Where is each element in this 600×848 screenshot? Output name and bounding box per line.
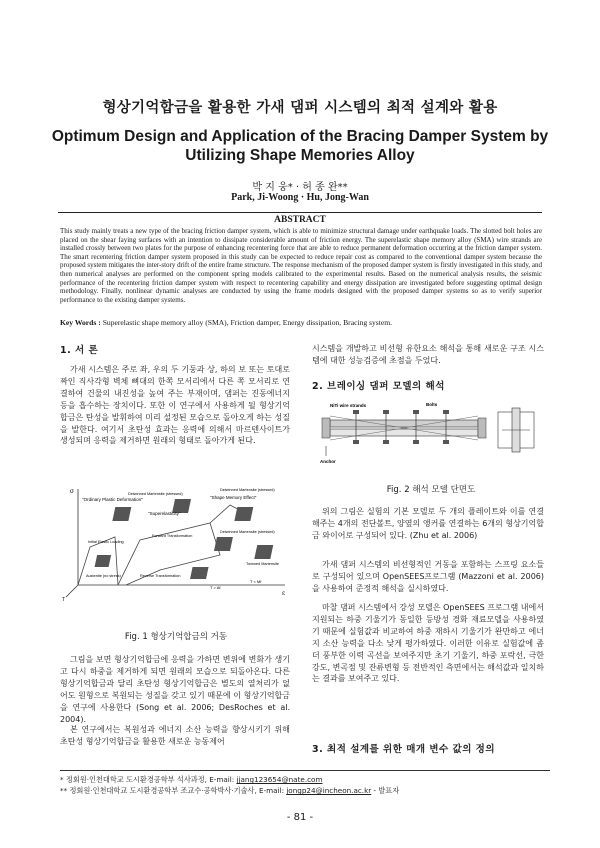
abstract-heading: ABSTRACT — [58, 212, 542, 225]
authors-korean: 박 지 웅* · 허 종 완** — [252, 182, 348, 193]
section-3-heading: 3. 최적 설계를 위한 매개 변수 값의 정의 — [312, 744, 496, 755]
footnote-1-text: * 정회원·인천대학교 도시환경공학부 석사과정, E-mail: — [60, 775, 235, 784]
section-2-heading: 2. 브레이싱 댐퍼 모델의 해석 — [312, 381, 445, 392]
fig2-anchor-label: Anchor — [320, 459, 336, 464]
fig1-stress-axis-label: σ — [70, 488, 75, 495]
abstract-text: This study mainly treats a new type of the bracing friction damper system, which is able to minimize structural damage under earthquake loads. The slotted bolt holes are placed on the shear faying surfaces with an intention to dissipate considerable amount of friction energy. The superelastic shape memory alloy (SMA) wire strands are installed crossly between two plates for the purpose of enhancing recentering force that are able to reduce permanent deformation occurring at the friction damper system. The smart recentering friction damper system proposed in this study can be expected to reduce repair cost as compared to the conventional damper system because the proposed system mitigates the inter-story drift of the entire frame structure. The response mechanism of the proposed damper system is firstly investigated in this study, and then numerical analyses are performed on the component spring models calibrated to the experimental results. Based on the numerical analysis results, the seismic performance of the recentering friction damper system with respect to recentering capability and energy dissipation are investigated before suggesting optimal design methodology. Finally, nonlinear dynamic analyses are conducted by using the frame models designed with the proposed damper systems so as to verify superior performance to the existing damper systems. — [60, 227, 542, 304]
fig1-reverse-label: Reverse Transformation — [140, 574, 181, 578]
section-1-heading: 1. 서 론 — [60, 345, 99, 356]
title-english: Optimum Design and Application of the Bracing Damper System by Utilizing Shape Memories Alloy — [51, 128, 549, 164]
footnote-2-email[interactable]: jongp24@incheon.ac.kr — [286, 786, 372, 795]
fig1-detwinned-label-1: Detwinned Martensite (stressed) — [128, 492, 183, 496]
sma-behavior-diagram — [60, 485, 292, 603]
authors-english: Park, Ji-Woong · Hu, Jong-Wan — [231, 192, 369, 203]
fig1-temp-axis-label: T — [62, 597, 66, 603]
figure-1-sma-behavior — [60, 485, 292, 603]
footnote-2-suffix: - 발표자 — [373, 786, 400, 795]
fig1-forward-label: Forward Transformation — [152, 534, 193, 538]
section-1-paragraph-3: 본 연구에서는 복원성과 에너지 소산 능력을 향상시키기 위해 초탄성 형상기억합금을 활용한 새로운 능동제어 — [60, 725, 290, 746]
page-number: - 81 - — [286, 812, 314, 823]
fig1-t-high-label: T > Af — [210, 585, 221, 590]
fig1-twinned-label: Twinned Martensite — [246, 562, 279, 566]
section-2-paragraph-3: 마찰 댐퍼 시스템에서 강성 모델은 OpenSEES 프로그램 내에서 지원되는 하중 기울기가 동일한 등방성 경화 재료모델을 사용하였기 때문에 실험값과 비교하여 하중 재하시 기울기가 완만하고 에너지 소산 능력을 다소 낮게 평가하였다. 이러한 이유로 실험값에 좀 더 풍부한 이력 곡선을 보여주지만 초기 기울기, 하중 포락선, 극한강도, 변곡점 및 잔류변형 등 전반적인 측면에서는 해석값과 일치하는 결과를 보여주고 있다. — [312, 603, 544, 684]
keywords — [60, 318, 542, 327]
footnote-1 — [60, 774, 550, 785]
fig1-shape-memory-label: "Shape Memory Effect" — [210, 495, 257, 500]
footnote-1-email[interactable]: jjang123654@nate.com — [236, 775, 323, 784]
section-2-paragraph-1: 위의 그림은 실험의 기본 모델로 두 개의 플레이트와 이를 연결해주는 4개의 전단볼트, 양옆의 앵커를 연결하는 6개의 형상기억합금 와이어로 구성되어 있다. (Zhu et al. 2006) — [312, 507, 544, 540]
fig1-austenite-label: Austenite (no stress) — [86, 574, 121, 578]
section-1-paragraph-2: 그림을 보면 형상기억합금에 응력을 가하면 변위에 변화가 생기고 다시 하중을 제거하게 되면 원래의 모습으로 되돌아온다. 다른 형상기억합금과 달리 초탄성 형상기억합금은 별도의 열처리가 없어도 원형으로 복원되는 성질을 갖고 있기 때문에 이 형상기억합금을 연구에 사용한다 (Song et al. 2006; DesRoches et al. 2004). — [60, 655, 290, 724]
damper-section-diagram — [316, 398, 546, 478]
fig1-t-low-label: T < Mf — [250, 579, 262, 584]
fig1-superelastic-label: "Superelasticity" — [148, 511, 181, 516]
fig2-niti-label: NiTi wire strands — [330, 403, 367, 408]
section-1-paragraph-1: 가새 시스템은 주로 좌, 우의 두 기둥과 상, 하의 보 또는 토대로 짜인 직사각형 벽체 뼈대의 한쪽 모서리에서 다른 쪽 모서리로 연결하여 건물의 내진성을 높여 주는 부재이며, 댐퍼는 진동에너지 등을 흡수하는 장치이다. 또한 이 연구에서 사용하게 될 형상기억합금은 탄성을 발휘하여 미리 설정된 모습으로 돌아오게 하는 성질을 발한다. 여기서 초탄성 효과는 응력에 의해서 마르텐사이트가 생성되며 응력을 제거하면 원래의 형태로 돌아가게 된다. — [60, 365, 290, 446]
footnote-2-text: ** 정회원·인천대학교 도시환경공학부 조교수·공학박사·기술사, E-mail: — [60, 786, 285, 795]
fig1-strain-axis-label: ε — [282, 590, 286, 597]
section-2-paragraph-2: 가새 댐퍼 시스템의 비선형적인 거동을 포함하는 스프링 요소들로 구성되어 있으며 OpenSEES프로그램 (Mazzoni et al. 2006)을 사용하여 준정적 해석을 실시하였다. — [312, 560, 544, 593]
fig1-detwinned-label-2: Detwinned Martensite (stressed) — [220, 530, 275, 534]
fig1-detwinned-label-3: Detwinned Martensite (stressed) — [220, 488, 275, 492]
fig1-ordinary-label: "Ordinary Plastic Deformation" — [82, 497, 143, 502]
footnotes — [60, 770, 550, 796]
figure-2-caption: Fig. 2 해석 모델 단면도 — [386, 485, 476, 495]
fig1-initial-label: Initial Elastic Loading — [88, 540, 124, 544]
figure-2-damper-section — [316, 398, 546, 478]
fig2-bolts-label: Bolts — [426, 402, 438, 407]
figure-1-caption: Fig. 1 형상기억합금의 거동 — [124, 632, 228, 642]
footnote-2 — [60, 785, 550, 796]
title-korean: 형상기억합금을 활용한 가새 댐퍼 시스템의 최적 설계와 활용 — [102, 100, 498, 116]
keywords-label: Key Words : — [60, 318, 101, 327]
section-1-paragraph-continued: 시스템을 개발하고 비선형 유한요소 해석을 통해 새로운 구조 시스템에 대한 성능검증에 초점을 두었다. — [312, 344, 544, 365]
keywords-text: Superelastic shape memory alloy (SMA), Friction damper, Energy dissipation, Bracing system. — [102, 318, 393, 327]
